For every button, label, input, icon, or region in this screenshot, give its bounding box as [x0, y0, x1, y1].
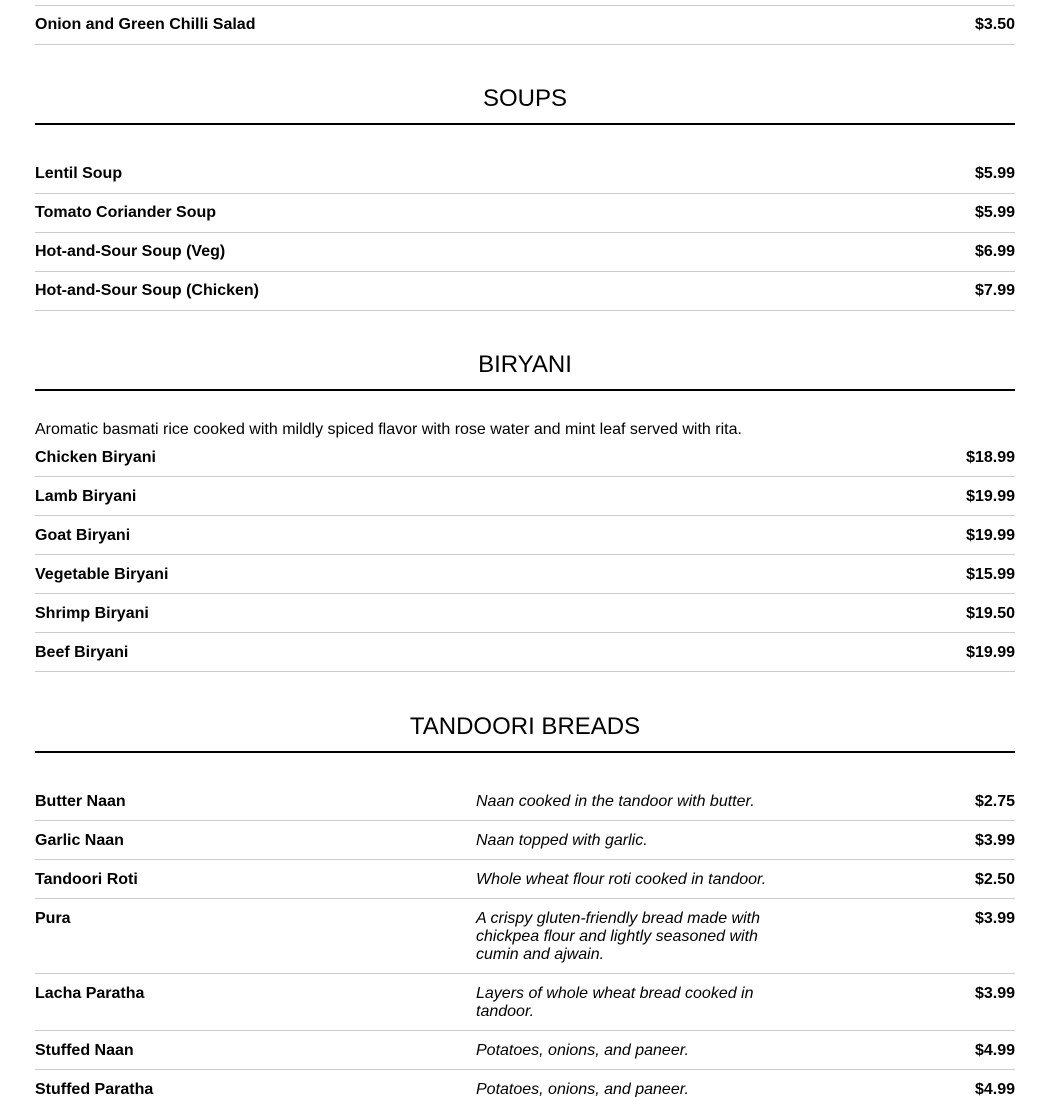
item-description: Layers of whole wheat bread cooked in tandoor.: [476, 985, 754, 1020]
item-name: Stuffed Naan: [35, 1042, 134, 1059]
section-rule: [35, 389, 1015, 391]
item-name: Goat Biryani: [35, 527, 131, 544]
menu-item-row: [35, 832, 1015, 860]
menu-item-row: [35, 1042, 1015, 1070]
item-name: Chicken Biryani: [35, 449, 156, 466]
section-rule: [35, 123, 1015, 125]
item-price: $4.99: [974, 1042, 1015, 1059]
item-name: Pura: [35, 910, 71, 927]
item-price: $6.99: [974, 243, 1015, 260]
item-price: $4.99: [974, 1081, 1015, 1097]
item-name: Lamb Biryani: [35, 488, 137, 505]
item-price: $19.99: [966, 527, 1015, 544]
menu-item-row: [35, 243, 1015, 272]
item-description: Whole wheat flour roti cooked in tandoor.: [476, 871, 767, 888]
item-description: Potatoes, onions, and paneer.: [476, 1081, 689, 1097]
item-description: A crispy gluten-friendly bread made with chickpea flour and lightly seasoned with cumin and ajwain.: [476, 910, 760, 963]
item-name: Tomato Coriander Soup: [35, 204, 217, 221]
item-price: $19.50: [966, 605, 1015, 622]
item-price: $19.99: [966, 644, 1015, 661]
section-description: Aromatic basmati rice cooked with mildly spiced flavor with rose water and mint leaf served with rita.: [35, 421, 742, 438]
item-name: Hot-and-Sour Soup (Chicken): [35, 282, 259, 299]
item-name: Lentil Soup: [35, 165, 123, 182]
item-price: $5.99: [974, 165, 1015, 182]
item-name: Lacha Paratha: [35, 985, 145, 1002]
menu-item-row: [35, 527, 1015, 555]
item-price: $3.99: [974, 985, 1015, 1002]
menu-item-row: [35, 644, 1015, 672]
item-name: Beef Biryani: [35, 644, 129, 661]
menu-item-row: [35, 16, 1015, 45]
item-price: $19.99: [966, 488, 1015, 505]
item-description: Potatoes, onions, and paneer.: [476, 1042, 689, 1059]
item-name: Shrimp Biryani: [35, 605, 149, 622]
menu-item-row: [35, 204, 1015, 233]
item-price: $3.99: [974, 832, 1015, 849]
item-description: Naan cooked in the tandoor with butter.: [476, 793, 755, 810]
item-name: Onion and Green Chilli Salad: [35, 16, 256, 33]
section-title-biryani: BIRYANI: [478, 351, 572, 378]
section-rule: [35, 751, 1015, 753]
menu-item-row: [35, 449, 1015, 477]
menu-item-row: [35, 1081, 1015, 1097]
menu-item-row: [35, 985, 1015, 1031]
item-price: $18.99: [966, 449, 1015, 466]
item-price: $7.99: [974, 282, 1015, 299]
item-name: Butter Naan: [35, 793, 126, 810]
item-name: Tandoori Roti: [35, 871, 138, 888]
item-name: Hot-and-Sour Soup (Veg): [35, 243, 226, 260]
menu-item-row: [35, 488, 1015, 516]
menu-item-row: [35, 871, 1015, 899]
item-price: $5.99: [974, 204, 1015, 221]
item-price: $3.50: [974, 16, 1015, 33]
divider: [35, 5, 1015, 6]
item-name: Garlic Naan: [35, 832, 124, 849]
item-name: Vegetable Biryani: [35, 566, 169, 583]
item-price: $2.50: [974, 871, 1015, 888]
item-price: $2.75: [974, 793, 1015, 810]
menu-item-row: [35, 910, 1015, 974]
item-description: Naan topped with garlic.: [476, 832, 648, 849]
menu-item-row: [35, 282, 1015, 311]
section-title-tandoori-breads: TANDOORI BREADS: [409, 713, 641, 740]
item-price: $15.99: [966, 566, 1015, 583]
menu-item-row: [35, 793, 1015, 821]
item-price: $3.99: [974, 910, 1015, 927]
item-name: Stuffed Paratha: [35, 1081, 154, 1097]
section-title-soups: SOUPS: [482, 85, 568, 112]
menu-item-row: [35, 566, 1015, 594]
menu-item-row: [35, 165, 1015, 194]
menu-item-row: [35, 605, 1015, 633]
